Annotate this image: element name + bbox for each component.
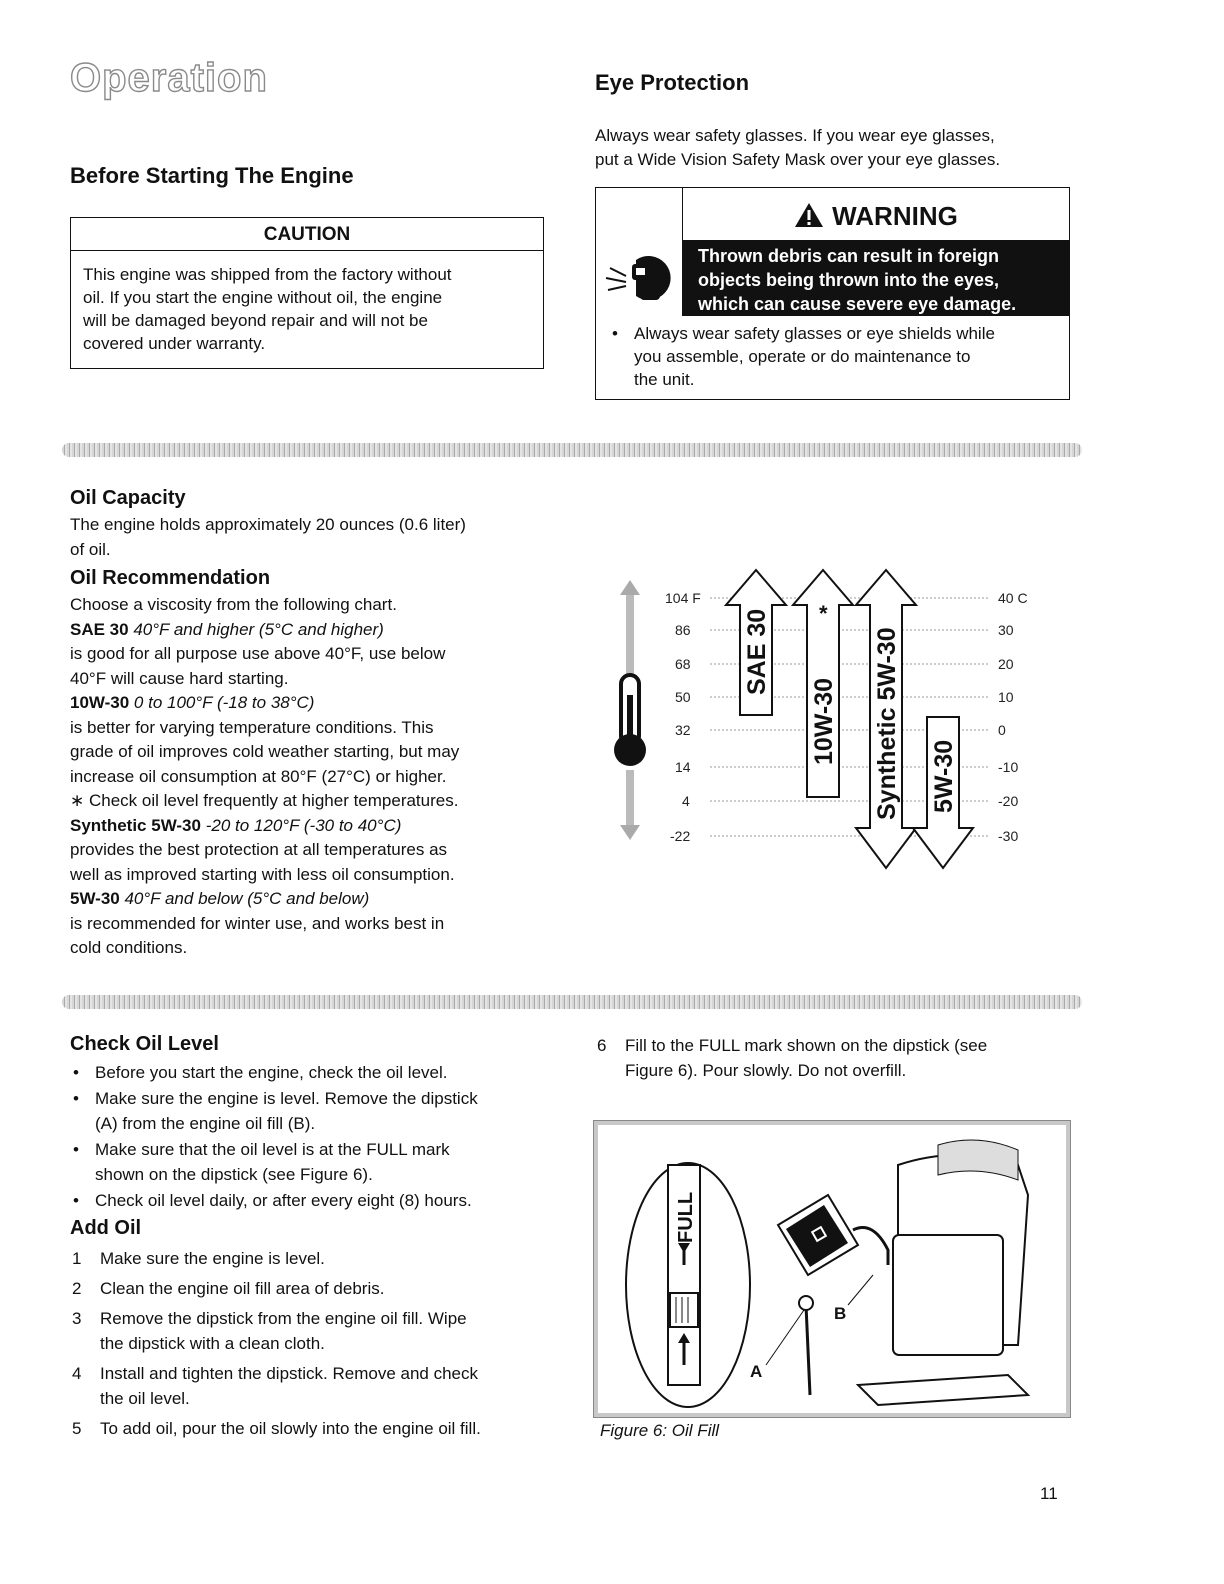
add-oil-steps [70,1246,550,1441]
c-label: -30 [998,828,1019,844]
w1030-range: 0 to 100°F (-18 to 38°C) [133,693,315,712]
dipstick [806,1305,810,1395]
warning-bullet-line: you assemble, operate or do maintenance to [634,347,971,366]
oil-bottle-icon [778,1195,888,1275]
oil-recommendation-heading: Oil Recommendation [70,567,271,589]
oil-capacity-line: of oil. [70,539,111,559]
step-line: Figure 6). Pour slowly. Do not overfill. [625,1061,907,1080]
f-label: 86 [675,622,691,638]
list-item-line: shown on the dipstick (see Figure 6). [95,1165,373,1184]
step-line: Install and tighten the dipstick. Remove and check [100,1364,478,1383]
list-item-line: • Make sure the engine is level. Remove the dipstick [95,1089,478,1108]
list-item [70,1416,550,1441]
list-item-line: (A) from the engine oil fill (B). [95,1114,316,1133]
eye-protection-line: put a Wide Vision Safety Mask over your eye glasses. [595,150,1001,169]
full-mark-label: FULL [675,1191,697,1243]
caution-box [70,217,544,369]
caution-text [71,251,543,355]
c-label: -10 [998,759,1019,775]
f-label: -22 [670,828,691,844]
step-number: 4 [72,1364,82,1383]
sae30-name: SAE 30 [70,619,129,639]
section-divider [62,995,1082,1009]
list-item [70,1276,550,1301]
step-number: 5 [72,1419,82,1438]
synthetic-arrow [856,570,916,868]
thermometer-icon [614,580,646,840]
step-line: Make sure the engine is level. [100,1249,325,1268]
c-label: -20 [998,793,1019,809]
w1030-line: increase oil consumption at 80°F (27°C) or higher. [70,766,447,786]
check-oil-section [70,1033,550,1446]
warning-message [683,240,1069,316]
oil-capacity-heading: Oil Capacity [70,487,186,509]
w530-line: is recommended for winter use, and works best in [70,913,445,933]
asterisk-icon: ∗ [70,791,85,810]
step-line: Remove the dipstick from the engine oil fill. Wipe [100,1309,467,1328]
w530-heading [70,887,550,912]
list-item [70,1306,550,1356]
eye-protection-heading: Eye Protection [595,70,750,95]
label-b: B [834,1304,847,1323]
c-label: 30 [998,622,1014,638]
w1030-label: 10W-30 [810,677,838,765]
warning-bullet: • Always wear safety glasses or eye shields while you assemble, operate or do maintenance to the unit. [610,322,1061,391]
step-line: the oil level. [100,1389,190,1408]
caution-label: CAUTION [71,218,543,251]
w1030-arrow [793,570,853,797]
caution-line: oil. If you start the engine without oil, the engine [83,288,443,307]
warning-label: WARNING [832,201,958,231]
w1030-line: is better for varying temperature conditions. This [70,717,434,737]
c-label: 40 C [998,590,1028,606]
w1030-line: grade of oil improves cold weather starting, but may [70,742,460,761]
step-number: 2 [72,1279,82,1298]
syn-range: -20 to 120°F (-30 to 40°C) [205,815,402,835]
label-a: A [750,1362,763,1381]
w1030-note [70,789,550,814]
oil-recommendation-intro: Choose a viscosity from the following chart. [70,595,397,614]
list-item-line: • Check oil level daily, or after every eight (8) hours. [95,1191,472,1210]
oil-info [70,487,550,961]
viscosity-chart [610,565,1050,875]
caution-line: covered under warranty. [83,334,266,353]
w530-line: cold conditions. [70,938,188,957]
f-label: 32 [675,722,691,738]
sae30-label: SAE 30 [743,608,771,695]
sae30-line: is good for all purpose use above 40°F, use below [70,644,446,663]
step-number: 6 [597,1036,607,1055]
warning-triangle-icon [794,202,824,228]
sae30-range: 40°F and higher (5°C and higher) [133,619,384,639]
f-label: 14 [675,759,691,775]
caution-line: will be damaged beyond repair and will not be [83,311,428,330]
step-line: Clean the engine oil fill area of debris. [100,1279,385,1298]
list-item [70,1137,550,1187]
step-number: 1 [72,1249,82,1268]
syn-line: well as improved starting with less oil consumption. [70,864,455,884]
w1030-heading [70,691,550,716]
w1030-note-text: Check oil level frequently at higher temperatures. [88,791,459,810]
warning-message-line: objects being thrown into the eyes, [698,270,1000,290]
list-item [70,1361,550,1411]
list-item-line: • Before you start the engine, check the oil level. [95,1063,448,1082]
warning-title [683,188,1069,240]
w530-label: 5W-30 [930,739,958,813]
w1030-name: 10W-30 [70,693,130,712]
c-label: 10 [998,689,1014,705]
w530-arrow [913,717,973,868]
f-label: 50 [675,689,691,705]
eye-protection-line: Always wear safety glasses. If you wear eye glasses, [595,126,995,145]
star-icon: * [819,601,828,626]
step-6 [595,1033,1065,1088]
sae30-arrow [726,570,786,715]
oil-fill-figure [594,1121,1070,1417]
syn-heading [70,814,550,839]
warning-bullet-line: the unit. [634,370,695,389]
syn-line: provides the best protection at all temperatures as [70,840,448,859]
c-label: 20 [998,656,1014,672]
oil-fill-illustration [598,1125,1066,1413]
warning-message-line: Thrown debris can result in foreign [698,246,1000,266]
figure-caption: Figure 6: Oil Fill [600,1421,720,1440]
sae30-line: 40°F will cause hard starting. [70,668,289,688]
list-item [70,1246,550,1271]
page-number: 11 [1040,1484,1058,1503]
eye-shield-icon [596,188,683,316]
oil-capacity-line: The engine holds approximately 20 ounces (0.6 liter) [70,515,466,534]
sae30-heading [70,618,550,643]
caution-line: This engine was shipped from the factory without [83,265,452,284]
c-label: 0 [998,722,1006,738]
check-oil-list [70,1060,550,1213]
eye-protection-text [595,124,1000,172]
f-label: 4 [682,793,690,809]
warning-message-line: which can cause severe eye damage. [698,294,1017,314]
step-line: the dipstick with a clean cloth. [100,1334,325,1353]
section-divider [62,443,1082,457]
step-line: To add oil, pour the oil slowly into the engine oil fill. [100,1419,481,1438]
list-item [70,1188,550,1213]
add-oil-heading: Add Oil [70,1217,142,1239]
f-label: 68 [675,656,691,672]
warning-bullet-line: Always wear safety glasses or eye shields while [634,324,995,343]
page-title: Operation [70,56,268,100]
check-oil-heading: Check Oil Level [70,1033,219,1055]
step-line: Fill to the FULL mark shown on the dipstick (see [625,1036,988,1055]
f-label: 104 F [665,590,701,606]
syn-name: Synthetic 5W-30 [70,815,201,835]
warning-box [595,187,1070,400]
synthetic-label: Synthetic 5W-30 [873,627,901,820]
step-number: 3 [72,1309,82,1328]
w530-name: 5W-30 [70,889,120,908]
list-item [70,1060,550,1085]
list-item [70,1086,550,1136]
w530-range: 40°F and below (5°C and below) [124,889,370,908]
list-item-line: • Make sure that the oil level is at the FULL mark [95,1140,450,1159]
before-starting-heading: Before Starting The Engine [70,163,354,188]
add-oil-steps-continued [595,1033,1065,1083]
list-item [595,1033,1065,1083]
